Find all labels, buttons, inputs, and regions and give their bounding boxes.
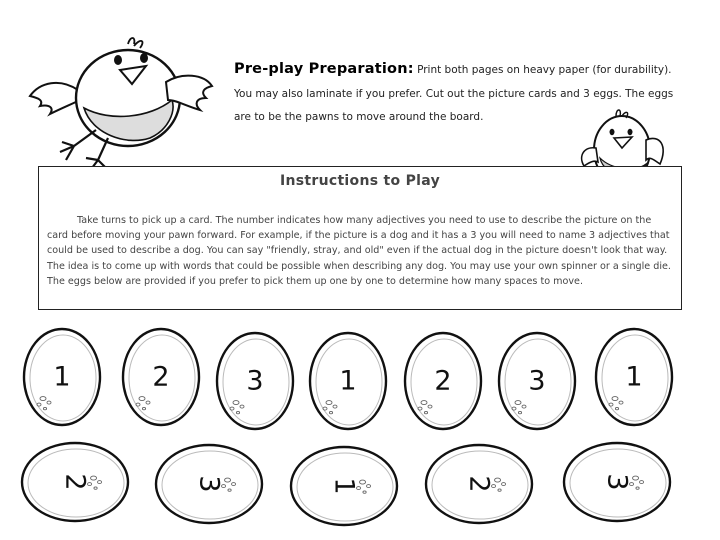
egg-pawn [426,445,532,523]
preparation-text: Print both pages on heavy paper (for durability). You may also laminate if you prefer. Cut out the picture cards and 3 eggs. The eggs are to be the pawns to move around the board. [234,64,674,123]
egg-pawn [217,333,293,429]
egg-pawn [156,445,262,523]
egg-number: 2 [152,361,170,393]
egg-pawn [22,443,128,521]
egg-pawn [291,447,397,525]
egg-number: 2 [463,475,495,493]
egg-number: 3 [193,475,225,493]
egg-number: 1 [328,477,360,495]
egg-pawn [310,333,386,429]
egg-number: 3 [528,365,546,397]
instructions-body: Take turns to pick up a card. The number indicates how many adjectives you need to use to describe the picture on the card before moving your pawn forward. For example, if the picture is a dog and it has a 3 you will need to name 3 adjectives that could be used to describe a dog. You can say "friendly, stray, and old" even if the actual dog in the picture doesn't look that way. The idea is to come up with words that could be possible when describing any dog. You may use your own spinner or a single die. The eggs below are provided if you prefer to pick them up one by one to determine how many spaces to move. [47,215,671,287]
egg-pawn [499,333,575,429]
egg-number: 3 [601,473,633,491]
instructions-title: Instructions to Play [279,173,441,189]
egg-number: 1 [339,365,357,397]
egg-number: 1 [625,361,643,393]
egg-number: 2 [434,365,452,397]
egg-pawn [24,329,100,425]
egg-pawn [123,329,199,425]
egg-pawn [564,443,670,521]
egg-number: 3 [246,365,264,397]
egg-pawn [596,329,672,425]
egg-pawn [405,333,481,429]
preparation-heading: Pre-play Preparation: [234,61,414,77]
egg-number: 1 [53,361,71,393]
egg-number: 2 [59,473,91,491]
